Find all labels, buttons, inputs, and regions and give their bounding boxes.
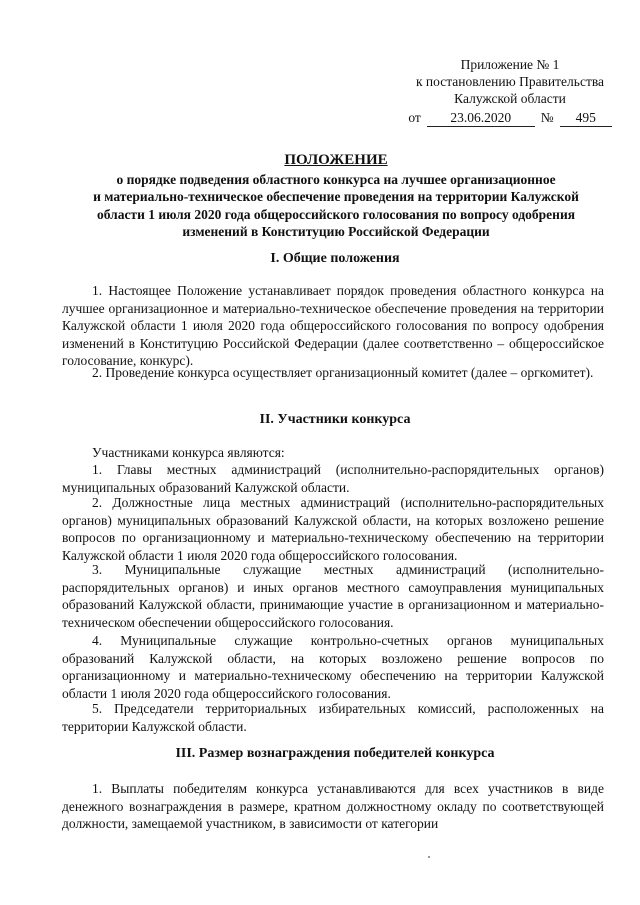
resolution-number: 495 [560, 109, 612, 127]
number-label: № [540, 110, 554, 125]
section-1-title: I. Общие положения [270, 251, 400, 266]
section-1-paragraph-2: 2. Проведение конкурса осуществляет организационный комитет (далее – оргкомитет). [92, 365, 594, 380]
title-line-4: изменений в Конституцию Российской Федерации [182, 224, 490, 239]
attachment-reference [402, 109, 618, 127]
title-main: ПОЛОЖЕНИЕ [284, 152, 388, 168]
attachment-resolution: к постановлению Правительства [415, 74, 605, 89]
title-line-1: о порядке подведения областного конкурса на лучшее организационное [116, 171, 556, 187]
section-2-paragraph-5: 5. Председатели территориальных избирательных комиссий, расположенных на территории Калужской области. [62, 701, 604, 734]
section-3-paragraph-1: 1. Выплаты победителям конкурса устанавливаются для всех участников в виде денежного вознаграждения в размере, кратном должностному окладу по соответствующей должности, замещаемой участником, в зависимости от категории [62, 781, 604, 831]
from-label: от [408, 110, 421, 125]
resolution-date: 23.06.2020 [427, 109, 535, 127]
section-2-paragraph-3: 3. Муниципальные служащие местных администраций (исполнительно-распорядительных органов) и иных органов местного самоуправления муниципальных образований Калужской области, принимающие участие в организационном и материально-техническом обеспечении общероссийского голосования. [62, 562, 604, 630]
title-line-3: области 1 июля 2020 года общероссийского голосования по вопросу одобрения [96, 206, 576, 222]
attachment-region: Калужской области [454, 91, 566, 106]
section-1-paragraph-1: 1. Настоящее Положение устанавливает порядок проведения областного конкурса на лучшее организационное и материально-техническое обеспечение проведения на территории Калужской области 1 июля 2020 года общероссийского голосования по вопросу одобрения изменений в Конституцию Российской Федерации (далее соответственно – общероссийское голосование, конкурс). [62, 283, 604, 368]
section-2-intro: Участниками конкурса являются: [92, 445, 285, 460]
section-2-title: II. Участники конкурса [259, 412, 411, 427]
scan-speck [428, 856, 430, 858]
document-title [70, 152, 602, 241]
section-2-paragraph-2: 2. Должностные лица местных администраций (исполнительно-распорядительных органов) муниципальных образований Калужской области, на которых возложено решение вопросов по организационному и материально-техническому обеспечению на территории Калужской области 1 июля 2020 года общероссийского голосования. [62, 495, 604, 563]
section-2-paragraph-4: 4. Муниципальные служащие контрольно-счетных органов муниципальных образований Калужской области, на которых возложено решение вопросов по организационному и материально-техническому обеспечению на территории Калужской области 1 июля 2020 года общероссийского голосования. [62, 633, 604, 701]
title-line-2: и материально-техническое обеспечение проведения на территории Калужской [93, 189, 579, 204]
section-3-title: III. Размер вознаграждения победителей конкурса [175, 746, 495, 761]
attachment-header [402, 56, 618, 127]
attachment-number: Приложение № 1 [460, 57, 560, 72]
section-2-paragraph-1: 1. Главы местных администраций (исполнительно-распорядительных органов) муниципальных образований Калужской области. [62, 462, 604, 495]
